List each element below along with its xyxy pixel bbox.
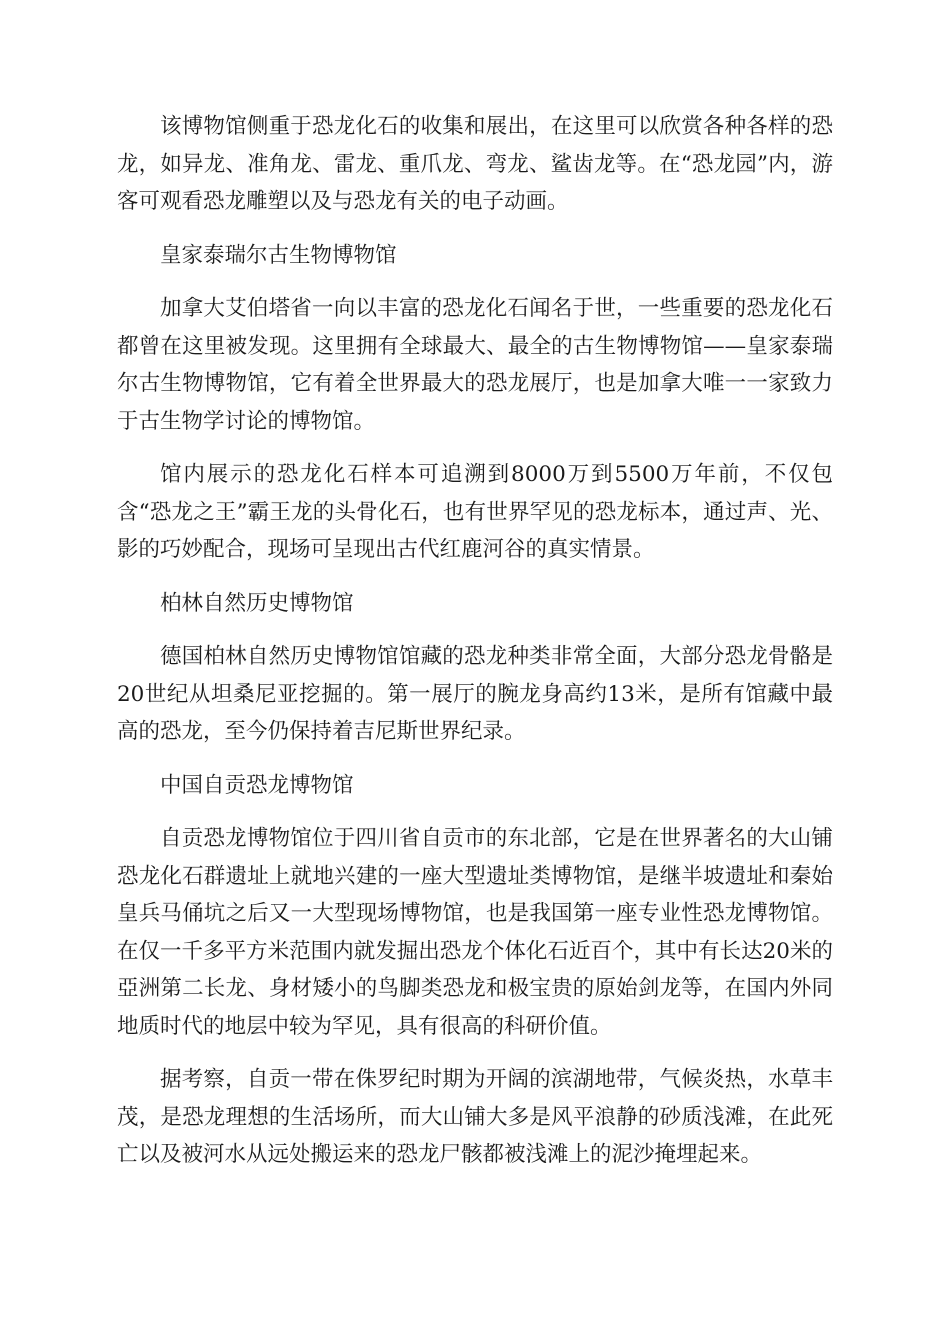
- section-heading-zigong: 中国自贡恐龙博物馆: [160, 772, 354, 798]
- paragraph-intro: 该博物馆侧重于恐龙化石的收集和展出，在这里可以欣赏各种各样的恐龙，如异龙、准角龙、雷龙、重爪龙、弯龙、鲨齿龙等。在“恐龙园”内，游客可观看恐龙雕塑以及与恐龙有关的电子动画。: [117, 114, 833, 214]
- section-heading-tyrrell: 皇家泰瑞尔古生物博物馆: [160, 242, 397, 268]
- paragraph-zigong-1: 自贡恐龙博物馆位于四川省自贡市的东北部，它是在世界著名的大山铺恐龙化石群遗址上就地兴建的一座大型遗址类博物馆，是继半坡遗址和秦始皇兵马俑坑之后又一大型现场博物馆，也是我国第一座专业性恐龙博物馆。在仅一千多平方米范围内就发掘出恐龙个体化石近百个，其中有长达20米的亞洲第二长龙、身材矮小的鸟脚类恐龙和极宝贵的原始剑龙等，在国内外同地质时代的地层中较为罕见，具有很高的科研价值。: [117, 826, 833, 1039]
- paragraph-tyrrell-1: 加拿大艾伯塔省一向以丰富的恐龙化石闻名于世，一些重要的恐龙化石都曾在这里被发现。这里拥有全球最大、最全的古生物博物馆——皇家泰瑞尔古生物博物馆，它有着全世界最大的恐龙展厅，也是加拿大唯一一家致力于古生物学讨论的博物馆。: [117, 296, 833, 434]
- section-heading-berlin: 柏林自然历史博物馆: [160, 590, 354, 616]
- paragraph-berlin: 德国柏林自然历史博物馆馆藏的恐龙种类非常全面，大部分恐龙骨骼是20世纪从坦桑尼亚挖掘的。第一展厅的腕龙身高约13米，是所有馆藏中最高的恐龙，至今仍保持着吉尼斯世界纪录。: [117, 644, 833, 744]
- paragraph-tyrrell-2: 馆内展示的恐龙化石样本可追溯到8000万到5500万年前，不仅包含“恐龙之王”霸王龙的头骨化石，也有世界罕见的恐龙标本，通过声、光、影的巧妙配合，现场可呈现出古代红鹿河谷的真实情景。: [117, 462, 833, 562]
- document-body: [117, 108, 833, 1190]
- paragraph-zigong-2: 据考察，自贡一带在侏罗纪时期为开阔的滨湖地带，气候炎热，水草丰茂，是恐龙理想的生活场所，而大山铺大多是风平浪静的砂质浅滩，在此死亡以及被河水从远处搬运来的恐龙尸骸都被浅滩上的泥沙掩埋起来。: [117, 1067, 833, 1167]
